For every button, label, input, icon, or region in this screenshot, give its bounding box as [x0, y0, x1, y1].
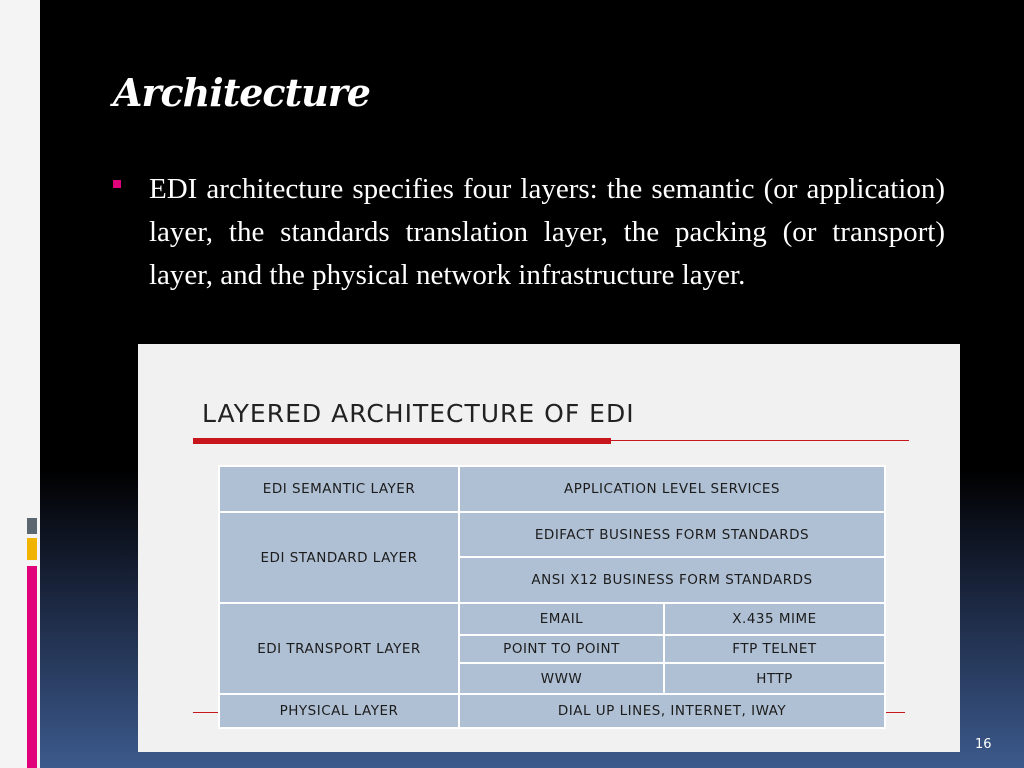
layer-detail-cell: POINT TO POINT [459, 635, 664, 663]
accent-bar-gray [27, 518, 37, 534]
accent-bar-black [27, 124, 37, 508]
bullet-text: EDI architecture specifies four layers: the semantic (or application) layer, the standards translation layer, the packing (or transport) layer, and the physical network infrastructure layer. [149, 173, 945, 291]
layer-detail-cell: DIAL UP LINES, INTERNET, IWAY [459, 694, 885, 728]
layer-detail-cell: EDIFACT BUSINESS FORM STANDARDS [459, 512, 885, 557]
page-number: 16 [975, 737, 992, 752]
slide-title: Architecture [113, 70, 370, 115]
table-row [219, 694, 885, 728]
layer-detail-cell: APPLICATION LEVEL SERVICES [459, 466, 885, 512]
accent-bar-top [27, 0, 37, 124]
table-row [219, 466, 885, 512]
layer-detail-cell: ANSI X12 BUSINESS FORM STANDARDS [459, 557, 885, 603]
table-row [219, 512, 885, 557]
accent-bar-magenta [27, 566, 37, 768]
layer-detail-cell: EMAIL [459, 603, 664, 635]
layer-detail-cell: HTTP [664, 663, 885, 694]
layer-table [218, 465, 886, 729]
layer-detail-cell: FTP TELNET [664, 635, 885, 663]
layer-name-cell: EDI TRANSPORT LAYER [219, 603, 459, 694]
figure-title-rule [611, 440, 909, 441]
bullet-marker [113, 180, 121, 188]
layer-detail-cell: X.435 MIME [664, 603, 885, 635]
figure-title-underline [193, 438, 611, 444]
edi-architecture-figure [138, 344, 960, 752]
layer-name-cell: PHYSICAL LAYER [219, 694, 459, 728]
layer-name-cell: EDI STANDARD LAYER [219, 512, 459, 603]
table-row [219, 603, 885, 635]
layer-name-cell: EDI SEMANTIC LAYER [219, 466, 459, 512]
accent-bar-gold [27, 538, 37, 560]
figure-title: LAYERED ARCHITECTURE OF EDI [202, 399, 635, 428]
layer-detail-cell: WWW [459, 663, 664, 694]
bullet-item [113, 168, 945, 297]
